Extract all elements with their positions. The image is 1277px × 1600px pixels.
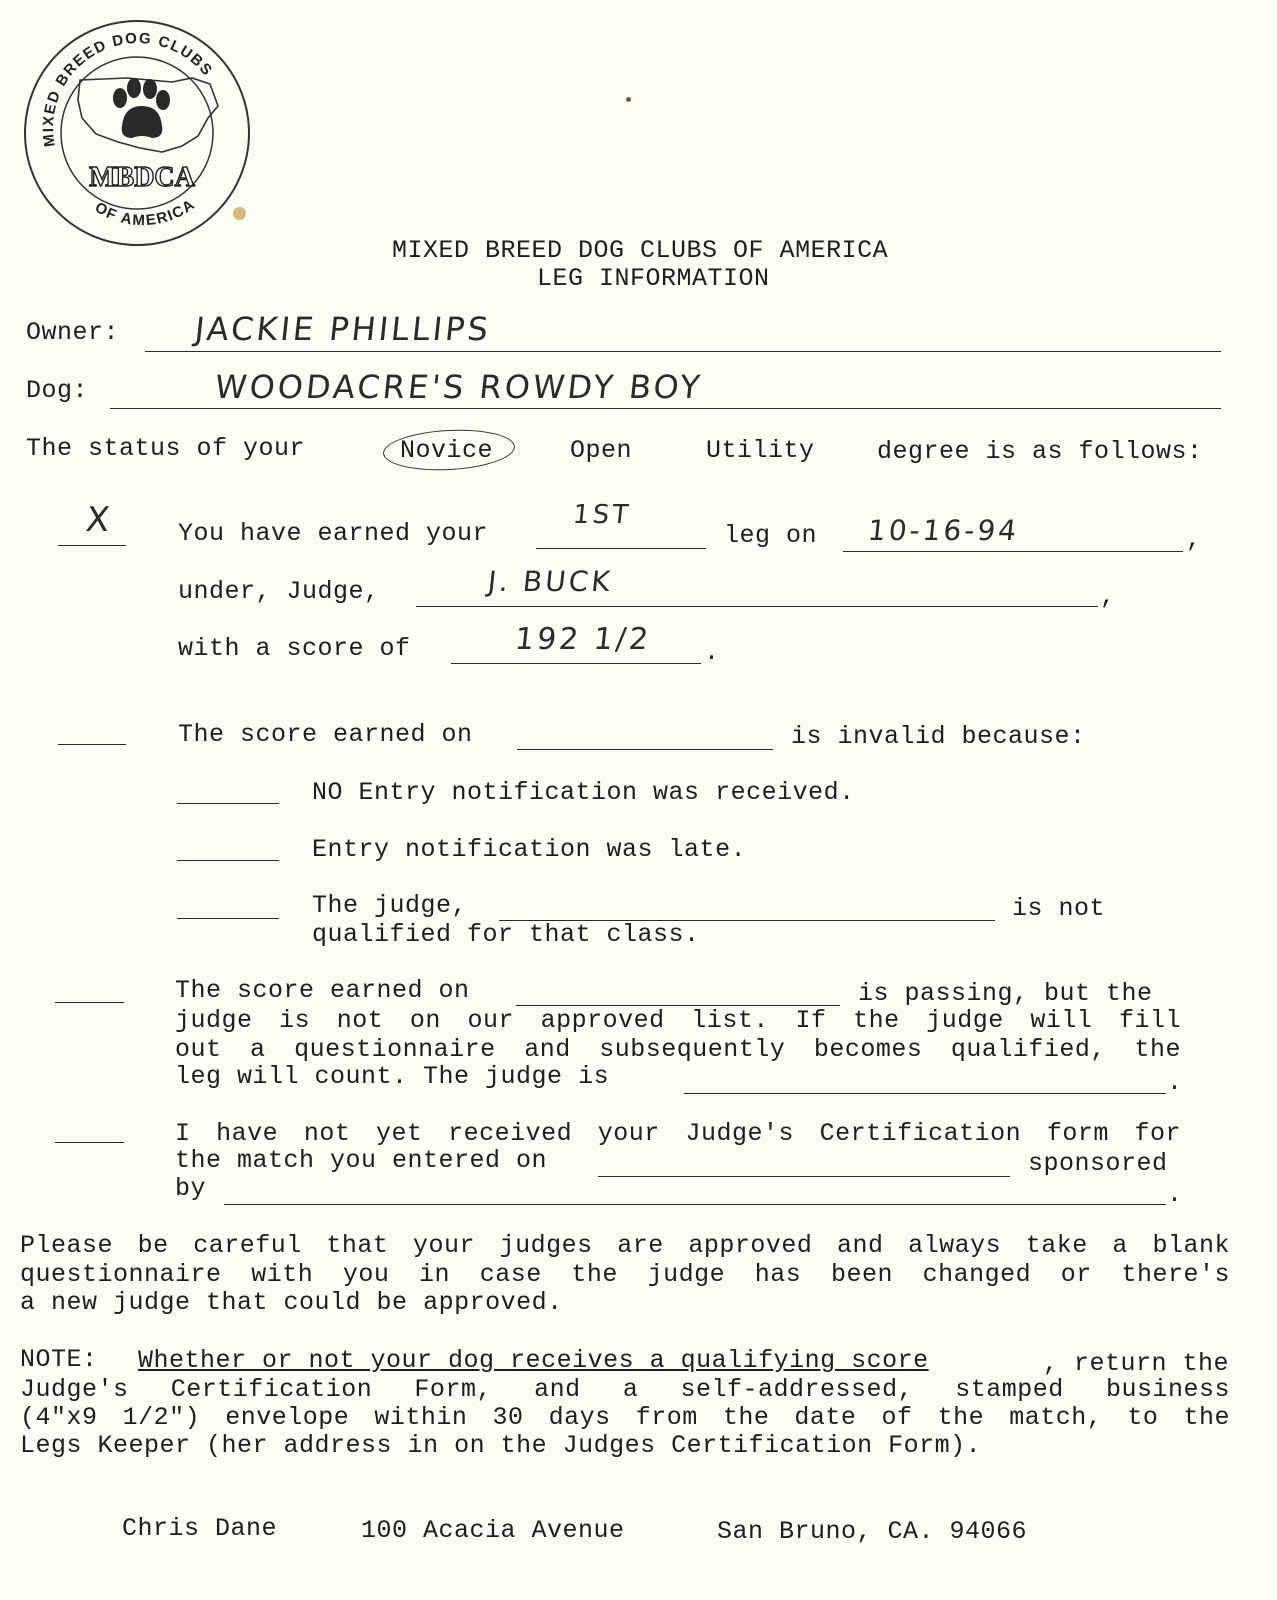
score-label: with a score of: [178, 634, 411, 663]
period: .: [1167, 1180, 1183, 1209]
sponsor-line: [224, 1204, 1166, 1205]
leg-number-value[interactable]: 1ST: [571, 500, 633, 530]
reason-judge-text-3: qualified for that class.: [312, 920, 700, 949]
earned-text: You have earned your: [178, 519, 489, 548]
note-emphasis: Whether or not your dog receives a qualifying score: [138, 1346, 929, 1375]
leg-on-text: leg on: [724, 521, 818, 550]
paper-stain: [626, 97, 631, 102]
dog-label: Dog:: [26, 376, 89, 405]
keeper-name: Chris Dane: [122, 1514, 278, 1543]
judge-name-value[interactable]: J. BUCK: [486, 565, 615, 598]
not-received-line-2b: sponsored: [1028, 1149, 1168, 1178]
dog-value[interactable]: WOODACRE'S ROWDY BOY: [213, 368, 705, 406]
note-line-4: Legs Keeper (her address in on the Judges Certification Form).: [20, 1431, 982, 1460]
not-received-line-1: [175, 1119, 1181, 1149]
reason-late-entry: Entry notification was late.: [312, 835, 747, 864]
passing-line-2: [175, 1006, 1181, 1036]
match-date-line: [598, 1176, 1010, 1177]
earned-checkbox-line: [58, 545, 126, 546]
careful-line-3: a new judge that could be approved.: [20, 1288, 563, 1317]
status-option-utility[interactable]: Utility: [706, 436, 815, 465]
careful-line-1: [20, 1231, 1230, 1261]
form-title: MIXED BREED DOG CLUBS OF AMERICA: [392, 236, 889, 265]
careful-line-2: [20, 1260, 1230, 1290]
note-line-3: [20, 1403, 1230, 1433]
owner-field-line: [145, 351, 1221, 352]
score-line: [451, 663, 701, 664]
keeper-street: 100 Acacia Avenue: [361, 1516, 625, 1545]
reason-judge-text-1: The judge,: [312, 891, 468, 920]
earned-check-mark[interactable]: X: [83, 500, 115, 540]
status-prefix: The status of your: [26, 434, 306, 463]
not-received-line-1-text: I have not yet received your Judge's Certification form for: [175, 1119, 1181, 1148]
leg-date-line: [843, 551, 1183, 552]
reason-judge-text-2: is not: [1012, 894, 1106, 923]
note-line-3-text: (4"x9 1/2") envelope within 30 days from the date of the match, to the: [20, 1403, 1230, 1432]
mbdca-logo: [22, 18, 252, 248]
passing-text-1: The score earned on: [175, 976, 470, 1005]
logo-center-text: MBDCA: [89, 162, 195, 193]
note-line-2: [20, 1375, 1230, 1405]
status-option-novice[interactable]: Novice: [400, 436, 494, 465]
judge-label: under, Judge,: [178, 577, 380, 606]
reason-checkbox-line: [177, 860, 279, 861]
owner-value[interactable]: JACKIE PHILLIPS: [193, 310, 493, 348]
reason-checkbox-line: [177, 918, 279, 919]
comma: ,: [1100, 582, 1116, 611]
reason-no-entry: NO Entry notification was received.: [312, 778, 855, 807]
passing-judge-line: [684, 1093, 1166, 1094]
reason-checkbox-line: [177, 803, 279, 804]
passing-line-3-text: out a questionnaire and subsequently becomes qualified, the: [175, 1035, 1181, 1064]
note-label: NOTE:: [20, 1345, 98, 1374]
passing-line-2-text: judge is not on our approved list. If the judge will fill: [175, 1006, 1181, 1035]
invalid-text-1: The score earned on: [178, 720, 473, 749]
careful-line-1-text: Please be careful that your judges are approved and always take a blank: [20, 1231, 1230, 1260]
score-value[interactable]: 192 1/2: [513, 622, 653, 657]
leg-date-value[interactable]: 10-16-94: [866, 514, 1021, 547]
selected-degree-circle: [382, 427, 516, 474]
svg-text:OF AMERICA: [92, 196, 199, 230]
invalid-checkbox-line: [58, 744, 126, 745]
dog-field-line: [110, 408, 1221, 409]
period: .: [704, 638, 720, 667]
status-suffix: degree is as follows:: [877, 437, 1203, 466]
logo-seal-icon: [22, 18, 252, 248]
logo-bottom-text: OF AMERICA: [91, 195, 199, 230]
status-option-open[interactable]: Open: [570, 436, 633, 465]
not-received-line-3: by: [175, 1174, 207, 1203]
careful-line-2-text: questionnaire with you in case the judge has been changed or there's: [20, 1260, 1230, 1289]
paper-stain: [233, 207, 246, 220]
note-line-1-rest: , return the: [1042, 1349, 1229, 1378]
paw-print-icon: [113, 78, 170, 138]
passing-line-3: [175, 1035, 1181, 1065]
passing-checkbox-line: [55, 1002, 124, 1003]
logo-top-text: MIXED BREED DOG CLUBS: [39, 29, 217, 148]
period: .: [1167, 1068, 1183, 1097]
form-subtitle: LEG INFORMATION: [537, 264, 770, 293]
passing-text-2: is passing, but the: [858, 979, 1153, 1008]
not-received-line-2a: the match you entered on: [175, 1146, 548, 1175]
not-received-checkbox-line: [55, 1142, 124, 1143]
comma: ,: [1186, 525, 1202, 554]
invalid-text-2: is invalid because:: [791, 722, 1086, 751]
judge-name-line: [416, 606, 1098, 607]
invalid-date-line: [517, 749, 773, 750]
owner-label: Owner:: [26, 318, 120, 347]
note-line-2-text: Judge's Certification Form, and a self-addressed, stamped business: [20, 1375, 1230, 1404]
leg-number-line: [536, 548, 706, 549]
passing-line-4: leg will count. The judge is: [175, 1062, 610, 1091]
keeper-city: San Bruno, CA. 94066: [717, 1517, 1028, 1546]
